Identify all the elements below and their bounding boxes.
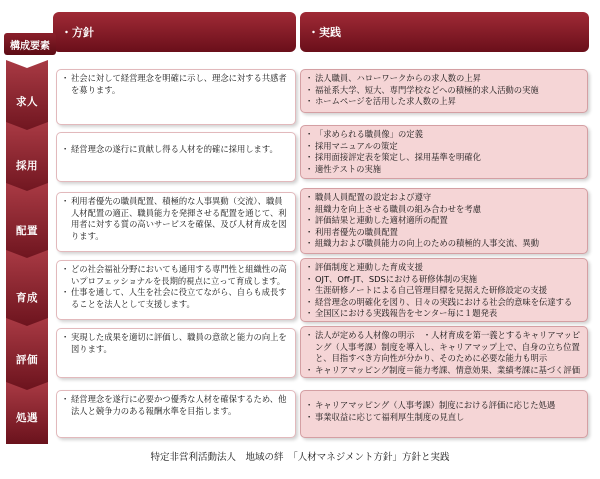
practice-box-recruit [300, 69, 588, 113]
row-label: 求人 [16, 96, 38, 108]
header-practice-label: ・実践 [308, 26, 341, 39]
policy-box-evaluation [56, 328, 296, 378]
practice-box-treatment [300, 390, 588, 438]
practice-item: ・ 事業収益に応じて福利厚生制度の見直し [307, 412, 581, 424]
practice-item: ・ 職員人員配置の設定および遵守 [307, 192, 581, 204]
practice-item: ・ キャリアマッピング制度＝能力考課、情意効果、業績考課に基づく評価 [307, 365, 581, 377]
practice-box-evaluation [300, 326, 588, 378]
header-practice [300, 12, 589, 52]
row-label: 育成 [16, 292, 38, 304]
practice-item: ・ 経営理念の明確化を図り、日々の実践における社会的意味を伝達する [307, 297, 581, 309]
practice-item: ・ 評価制度と連動した育成支援 [307, 262, 581, 274]
row-label: 配置 [16, 225, 38, 237]
practice-item: ・ 組織力を向上させる職員の組み合わせを考慮 [307, 204, 581, 216]
practice-item: ・ 利用者優先の職員配置 [307, 227, 581, 239]
practice-item: ・ 生涯研修ノートによる自己管理目標を見据えた研修設定の支援 [307, 285, 581, 297]
policy-item: ・ 利用者優先の職員配置、積極的な人事異動（交流）、職員人材配置の適正、職員能力を発揮させる配置を通じて、利用者に対する質の高いサービスを確保、及び人材育成を図ります。 [63, 196, 289, 242]
practice-item: ・ OJT、Off-JT、SDSにおける研修体制の実施 [307, 274, 581, 286]
practice-item: ・ 「求められる職員像」の定義 [307, 129, 581, 141]
practice-item: ・ 評価結果と連動した適材適所の配置 [307, 215, 581, 227]
practice-item: ・ ホームページを活用した求人数の上昇 [307, 96, 581, 108]
policy-item: ・ 仕事を通して、人生を社会に役立てながら、自らも成長することを法人として支援します。 [63, 287, 289, 310]
practice-item: ・ 法人が定める人材像の明示 ・人材育成を第一義とするキャリアマッピング（人事考課）制度を導入し、キャリアマップ上で、自身の立ち位置と、目指すべき方向性が分かり、そのために必要な能力も明示 [307, 330, 581, 365]
corner-label: 構成要素 [4, 33, 56, 55]
chevron-treatment [6, 382, 48, 444]
chevron-evaluation [6, 318, 48, 392]
row-label: 評価 [16, 354, 38, 366]
practice-item: ・ 法人職員、ハローワークからの求人数の上昇 [307, 73, 581, 85]
practice-box-development [300, 258, 588, 322]
policy-item: ・ 実現した成果を適切に評価し、職員の意欲と能力の向上を図ります。 [63, 332, 289, 355]
policy-item: ・ どの社会福祉分野においても通用する専門性と組織性の高いプロフェッショナルを長期的視点に立って育成します。 [63, 264, 289, 287]
practice-item: ・ 採用面接評定表を策定し、採用基準を明確化 [307, 152, 581, 164]
practice-item: ・ 適性テストの実施 [307, 164, 581, 176]
policy-box-recruit [56, 69, 296, 125]
policy-item: ・ 経営理念を遂行に必要かつ優秀な人材を確保するため、他法人と競争力のある報酬水準を目指します。 [63, 394, 289, 417]
policy-box-placement [56, 192, 296, 252]
policy-box-hiring [56, 132, 296, 182]
policy-box-development [56, 260, 296, 320]
policy-item: ・ 社会に対して経営理念を明確に示し、理念に対する共感者を募ります。 [63, 73, 289, 96]
header-policy [53, 12, 296, 52]
practice-item: ・ 採用マニュアルの策定 [307, 141, 581, 153]
practice-item: ・ 福祉系大学、短大、専門学校などへの積極的求人活動の実施 [307, 85, 581, 97]
policy-box-treatment [56, 390, 296, 438]
header-policy-label: ・方針 [61, 26, 94, 39]
caption: 特定非営利活動法人 地域の絆 「人材マネジメント方針」方針と実践 [150, 452, 450, 463]
practice-box-hiring [300, 125, 588, 179]
practice-item: ・ 全国区における実践報告をセンター毎に１題発表 [307, 308, 581, 320]
practice-item: ・ キャリアマッピング（人事考課）制度における評価に応じた処遇 [307, 400, 581, 412]
policy-item: ・ 経営理念の遂行に貢献し得る人材を的確に採用します。 [63, 144, 289, 156]
practice-box-placement [300, 188, 588, 254]
row-label: 処遇 [16, 412, 38, 424]
row-label: 採用 [16, 160, 38, 172]
practice-item: ・ 組織力および職員能力の向上のための積極的人事交流、異動 [307, 238, 581, 250]
